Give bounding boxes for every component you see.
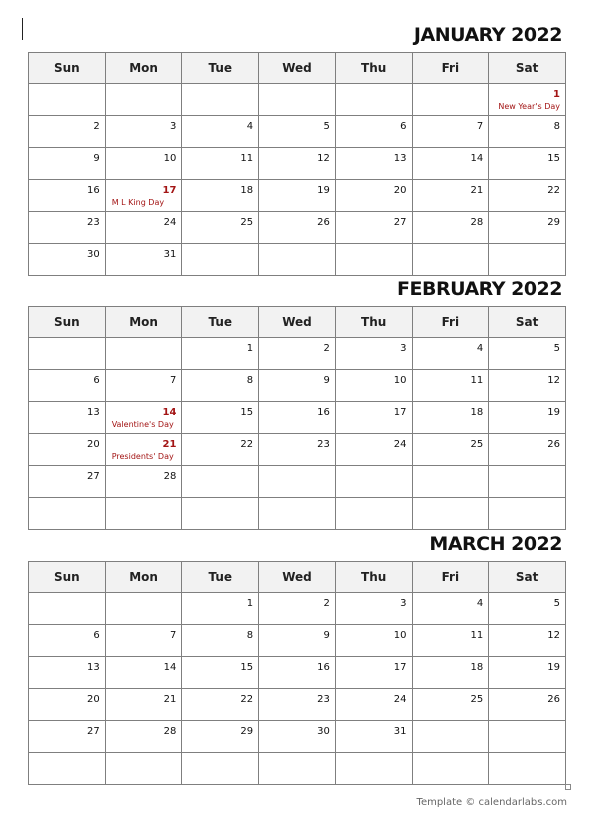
day-number: 11 — [470, 630, 484, 641]
day-cell[interactable] — [105, 180, 182, 212]
day-cell[interactable] — [105, 753, 182, 785]
weekday-header: Sat — [489, 562, 566, 593]
day-cell[interactable] — [105, 466, 182, 498]
day-number: 31 — [163, 249, 177, 260]
day-cell[interactable] — [105, 721, 182, 753]
day-cell[interactable] — [259, 593, 336, 625]
day-number: 3 — [400, 598, 407, 609]
day-number: 16 — [317, 407, 330, 418]
weekday-header: Wed — [259, 53, 336, 84]
day-cell[interactable] — [489, 625, 566, 657]
day-cell[interactable] — [335, 466, 412, 498]
day-cell[interactable] — [335, 84, 412, 116]
day-number: 8 — [246, 375, 254, 386]
day-number: 19 — [547, 662, 560, 673]
day-number: 11 — [470, 375, 484, 386]
day-number: 23 — [317, 439, 330, 450]
day-number: 17 — [162, 185, 177, 196]
day-cell[interactable] — [29, 402, 106, 434]
day-cell[interactable] — [259, 721, 336, 753]
text-cursor — [22, 18, 23, 40]
day-cell[interactable] — [412, 180, 489, 212]
week-row — [29, 753, 566, 785]
month-title: FEBRUARY 2022 — [397, 278, 562, 300]
day-number: 28 — [163, 471, 177, 482]
day-cell[interactable] — [335, 148, 412, 180]
weekday-header: Thu — [335, 307, 412, 338]
week-row — [29, 212, 566, 244]
day-number: 15 — [240, 662, 254, 673]
day-number: 30 — [317, 726, 330, 737]
day-cell[interactable] — [259, 402, 336, 434]
day-number: 24 — [163, 217, 177, 228]
weekday-header: Sun — [29, 562, 106, 593]
day-cell[interactable] — [29, 434, 106, 466]
day-cell[interactable] — [29, 753, 106, 785]
day-cell[interactable] — [335, 370, 412, 402]
weekday-header-row — [29, 307, 566, 338]
day-cell[interactable] — [182, 84, 259, 116]
day-cell[interactable] — [182, 148, 259, 180]
weekday-header: Mon — [105, 562, 182, 593]
day-cell[interactable] — [412, 434, 489, 466]
day-number: 16 — [317, 662, 330, 673]
day-cell[interactable] — [335, 180, 412, 212]
day-cell[interactable] — [412, 212, 489, 244]
weekday-header-row — [29, 53, 566, 84]
day-cell[interactable] — [259, 689, 336, 721]
day-number: 16 — [86, 185, 100, 196]
week-row — [29, 657, 566, 689]
week-row — [29, 689, 566, 721]
day-cell[interactable] — [105, 593, 182, 625]
day-cell[interactable] — [335, 689, 412, 721]
day-number: 5 — [553, 343, 560, 354]
day-number: 29 — [240, 726, 254, 737]
day-number: 7 — [476, 121, 484, 132]
day-cell[interactable] — [105, 338, 182, 370]
week-row — [29, 498, 566, 530]
day-number: 14 — [162, 407, 177, 418]
day-cell[interactable] — [412, 498, 489, 530]
day-number: 6 — [400, 121, 407, 132]
day-cell[interactable] — [182, 721, 259, 753]
day-number: 18 — [470, 407, 484, 418]
day-cell[interactable] — [105, 625, 182, 657]
holiday-label: Valentine's Day — [111, 420, 174, 429]
day-cell[interactable] — [335, 498, 412, 530]
week-row — [29, 466, 566, 498]
day-number: 10 — [393, 375, 407, 386]
weekday-header: Fri — [412, 562, 489, 593]
day-number: 20 — [393, 185, 407, 196]
calendar-grid — [28, 561, 566, 785]
day-number: 22 — [240, 694, 254, 705]
day-cell[interactable] — [29, 625, 106, 657]
day-cell[interactable] — [29, 116, 106, 148]
day-cell[interactable] — [259, 625, 336, 657]
day-number: 24 — [393, 694, 407, 705]
holiday-label: New Year's Day — [498, 102, 560, 111]
day-cell[interactable] — [105, 148, 182, 180]
day-cell[interactable] — [259, 116, 336, 148]
day-number: 27 — [86, 726, 100, 737]
day-cell[interactable] — [182, 212, 259, 244]
day-cell[interactable] — [489, 593, 566, 625]
weekday-header: Tue — [182, 307, 259, 338]
footer-credit: Template © calendarlabs.com — [416, 797, 567, 808]
day-cell[interactable] — [412, 116, 489, 148]
day-cell[interactable] — [182, 116, 259, 148]
day-number: 20 — [86, 694, 100, 705]
day-cell[interactable] — [29, 180, 106, 212]
day-cell[interactable] — [105, 84, 182, 116]
day-number: 29 — [547, 217, 560, 228]
day-cell[interactable] — [105, 434, 182, 466]
day-cell[interactable] — [182, 244, 259, 276]
day-cell[interactable] — [182, 625, 259, 657]
day-cell[interactable] — [489, 753, 566, 785]
day-cell[interactable] — [259, 180, 336, 212]
day-cell[interactable] — [335, 721, 412, 753]
day-number: 8 — [246, 630, 254, 641]
day-cell[interactable] — [489, 657, 566, 689]
day-number: 25 — [470, 694, 484, 705]
day-number: 12 — [547, 375, 560, 386]
day-number: 13 — [86, 407, 100, 418]
day-cell[interactable] — [412, 148, 489, 180]
day-cell[interactable] — [259, 434, 336, 466]
weekday-header: Thu — [335, 562, 412, 593]
day-cell[interactable] — [182, 657, 259, 689]
day-cell[interactable] — [182, 434, 259, 466]
weekday-header: Sat — [489, 53, 566, 84]
day-number: 2 — [323, 343, 330, 354]
day-cell[interactable] — [259, 212, 336, 244]
day-number: 25 — [240, 217, 254, 228]
day-cell[interactable] — [335, 116, 412, 148]
day-cell[interactable] — [412, 753, 489, 785]
day-number: 31 — [393, 726, 407, 737]
week-row — [29, 84, 566, 116]
day-cell[interactable] — [489, 148, 566, 180]
day-number: 10 — [393, 630, 407, 641]
day-cell[interactable] — [335, 434, 412, 466]
day-cell[interactable] — [182, 402, 259, 434]
day-cell[interactable] — [412, 370, 489, 402]
day-number: 14 — [163, 662, 177, 673]
month-title: JANUARY 2022 — [413, 24, 562, 46]
day-cell[interactable] — [335, 244, 412, 276]
day-cell[interactable] — [29, 498, 106, 530]
day-cell[interactable] — [105, 498, 182, 530]
holiday-label: M L King Day — [111, 198, 165, 207]
day-number: 1 — [246, 343, 254, 354]
day-cell[interactable] — [182, 753, 259, 785]
day-cell[interactable] — [489, 116, 566, 148]
day-number: 9 — [323, 375, 330, 386]
day-cell[interactable] — [259, 498, 336, 530]
day-cell[interactable] — [489, 180, 566, 212]
day-cell[interactable] — [182, 338, 259, 370]
day-cell[interactable] — [105, 657, 182, 689]
day-number: 27 — [86, 471, 100, 482]
day-number: 2 — [323, 598, 330, 609]
day-cell[interactable] — [105, 689, 182, 721]
day-cell[interactable] — [29, 148, 106, 180]
day-number: 20 — [86, 439, 100, 450]
day-cell[interactable] — [259, 466, 336, 498]
day-cell[interactable] — [412, 244, 489, 276]
day-cell[interactable] — [412, 689, 489, 721]
weekday-header: Sun — [29, 307, 106, 338]
weekday-header: Sun — [29, 53, 106, 84]
day-cell[interactable] — [489, 212, 566, 244]
day-cell[interactable] — [335, 593, 412, 625]
day-number: 7 — [170, 375, 177, 386]
day-number: 22 — [240, 439, 254, 450]
day-cell[interactable] — [335, 657, 412, 689]
day-cell[interactable] — [182, 689, 259, 721]
day-number: 23 — [317, 694, 330, 705]
day-cell[interactable] — [29, 370, 106, 402]
day-number: 26 — [547, 439, 560, 450]
day-number: 9 — [323, 630, 330, 641]
week-row — [29, 593, 566, 625]
day-number: 15 — [240, 407, 254, 418]
day-number: 23 — [86, 217, 100, 228]
day-number: 5 — [323, 121, 330, 132]
day-number: 18 — [240, 185, 254, 196]
day-cell[interactable] — [412, 657, 489, 689]
day-number: 10 — [163, 153, 177, 164]
week-row — [29, 402, 566, 434]
week-row — [29, 148, 566, 180]
day-cell[interactable] — [259, 244, 336, 276]
day-number: 8 — [553, 121, 560, 132]
weekday-header: Fri — [412, 307, 489, 338]
day-cell[interactable] — [182, 593, 259, 625]
day-number: 2 — [93, 121, 100, 132]
holiday-label: Presidents' Day — [111, 452, 174, 461]
weekday-header: Sat — [489, 307, 566, 338]
day-number: 19 — [317, 185, 330, 196]
day-cell[interactable] — [412, 593, 489, 625]
day-cell[interactable] — [489, 338, 566, 370]
calendar-grid — [28, 306, 566, 530]
day-number: 18 — [470, 662, 484, 673]
day-cell[interactable] — [182, 466, 259, 498]
day-cell[interactable] — [412, 84, 489, 116]
day-number: 12 — [317, 153, 330, 164]
day-cell[interactable] — [105, 116, 182, 148]
day-cell[interactable] — [29, 721, 106, 753]
weekday-header: Fri — [412, 53, 489, 84]
day-cell[interactable] — [182, 498, 259, 530]
day-number: 5 — [553, 598, 560, 609]
day-cell[interactable] — [412, 338, 489, 370]
weekday-header: Tue — [182, 562, 259, 593]
day-cell[interactable] — [29, 466, 106, 498]
day-number: 6 — [93, 375, 100, 386]
day-number: 21 — [162, 439, 177, 450]
day-number: 4 — [476, 343, 484, 354]
weekday-header: Mon — [105, 307, 182, 338]
day-cell[interactable] — [335, 338, 412, 370]
day-number: 6 — [93, 630, 100, 641]
day-cell[interactable] — [259, 370, 336, 402]
day-cell[interactable] — [489, 721, 566, 753]
day-cell[interactable] — [489, 84, 566, 116]
day-number: 28 — [470, 217, 484, 228]
day-number: 11 — [240, 153, 254, 164]
week-row — [29, 721, 566, 753]
day-number: 15 — [547, 153, 560, 164]
day-number: 22 — [547, 185, 560, 196]
day-number: 14 — [470, 153, 484, 164]
day-cell[interactable] — [105, 212, 182, 244]
day-number: 21 — [470, 185, 484, 196]
day-cell[interactable] — [412, 466, 489, 498]
day-cell[interactable] — [335, 625, 412, 657]
day-cell[interactable] — [489, 244, 566, 276]
day-cell[interactable] — [335, 753, 412, 785]
day-number: 28 — [163, 726, 177, 737]
day-number: 3 — [400, 343, 407, 354]
day-cell[interactable] — [105, 370, 182, 402]
weekday-header: Wed — [259, 307, 336, 338]
day-cell[interactable] — [29, 593, 106, 625]
week-row — [29, 244, 566, 276]
week-row — [29, 338, 566, 370]
weekday-header-row — [29, 562, 566, 593]
day-cell[interactable] — [29, 84, 106, 116]
week-row — [29, 625, 566, 657]
day-number: 9 — [93, 153, 100, 164]
day-cell[interactable] — [259, 148, 336, 180]
day-number: 26 — [547, 694, 560, 705]
day-number: 17 — [393, 662, 407, 673]
resize-handle-icon[interactable] — [565, 784, 571, 790]
day-number: 21 — [163, 694, 177, 705]
day-cell[interactable] — [489, 466, 566, 498]
day-cell[interactable] — [29, 657, 106, 689]
day-number: 4 — [246, 121, 254, 132]
day-cell[interactable] — [335, 402, 412, 434]
day-cell[interactable] — [182, 370, 259, 402]
day-cell[interactable] — [29, 689, 106, 721]
weekday-header: Thu — [335, 53, 412, 84]
day-cell[interactable] — [335, 212, 412, 244]
day-cell[interactable] — [489, 498, 566, 530]
day-cell[interactable] — [489, 370, 566, 402]
day-cell[interactable] — [489, 402, 566, 434]
week-row — [29, 116, 566, 148]
day-cell[interactable] — [29, 212, 106, 244]
day-number: 3 — [170, 121, 177, 132]
day-number: 19 — [547, 407, 560, 418]
day-number: 26 — [317, 217, 330, 228]
week-row — [29, 180, 566, 212]
day-cell[interactable] — [412, 625, 489, 657]
day-cell[interactable] — [29, 338, 106, 370]
weekday-header: Wed — [259, 562, 336, 593]
day-number: 17 — [393, 407, 407, 418]
day-cell[interactable] — [412, 721, 489, 753]
day-number: 7 — [170, 630, 177, 641]
day-cell[interactable] — [182, 180, 259, 212]
month-title: MARCH 2022 — [429, 533, 562, 555]
day-cell[interactable] — [29, 244, 106, 276]
day-cell[interactable] — [489, 689, 566, 721]
day-number: 25 — [470, 439, 484, 450]
day-cell[interactable] — [259, 338, 336, 370]
day-cell[interactable] — [412, 402, 489, 434]
day-number: 13 — [86, 662, 100, 673]
day-cell[interactable] — [259, 84, 336, 116]
day-number: 13 — [393, 153, 407, 164]
day-cell[interactable] — [259, 657, 336, 689]
day-cell[interactable] — [105, 244, 182, 276]
day-number: 12 — [547, 630, 560, 641]
day-number: 24 — [393, 439, 407, 450]
day-number: 27 — [393, 217, 407, 228]
day-cell[interactable] — [259, 753, 336, 785]
day-number: 30 — [86, 249, 100, 260]
week-row — [29, 370, 566, 402]
calendar-grid — [28, 52, 566, 276]
weekday-header: Tue — [182, 53, 259, 84]
day-cell[interactable] — [105, 402, 182, 434]
weekday-header: Mon — [105, 53, 182, 84]
day-cell[interactable] — [489, 434, 566, 466]
week-row — [29, 434, 566, 466]
day-number: 1 — [553, 89, 560, 100]
day-number: 1 — [246, 598, 254, 609]
day-number: 4 — [476, 598, 484, 609]
